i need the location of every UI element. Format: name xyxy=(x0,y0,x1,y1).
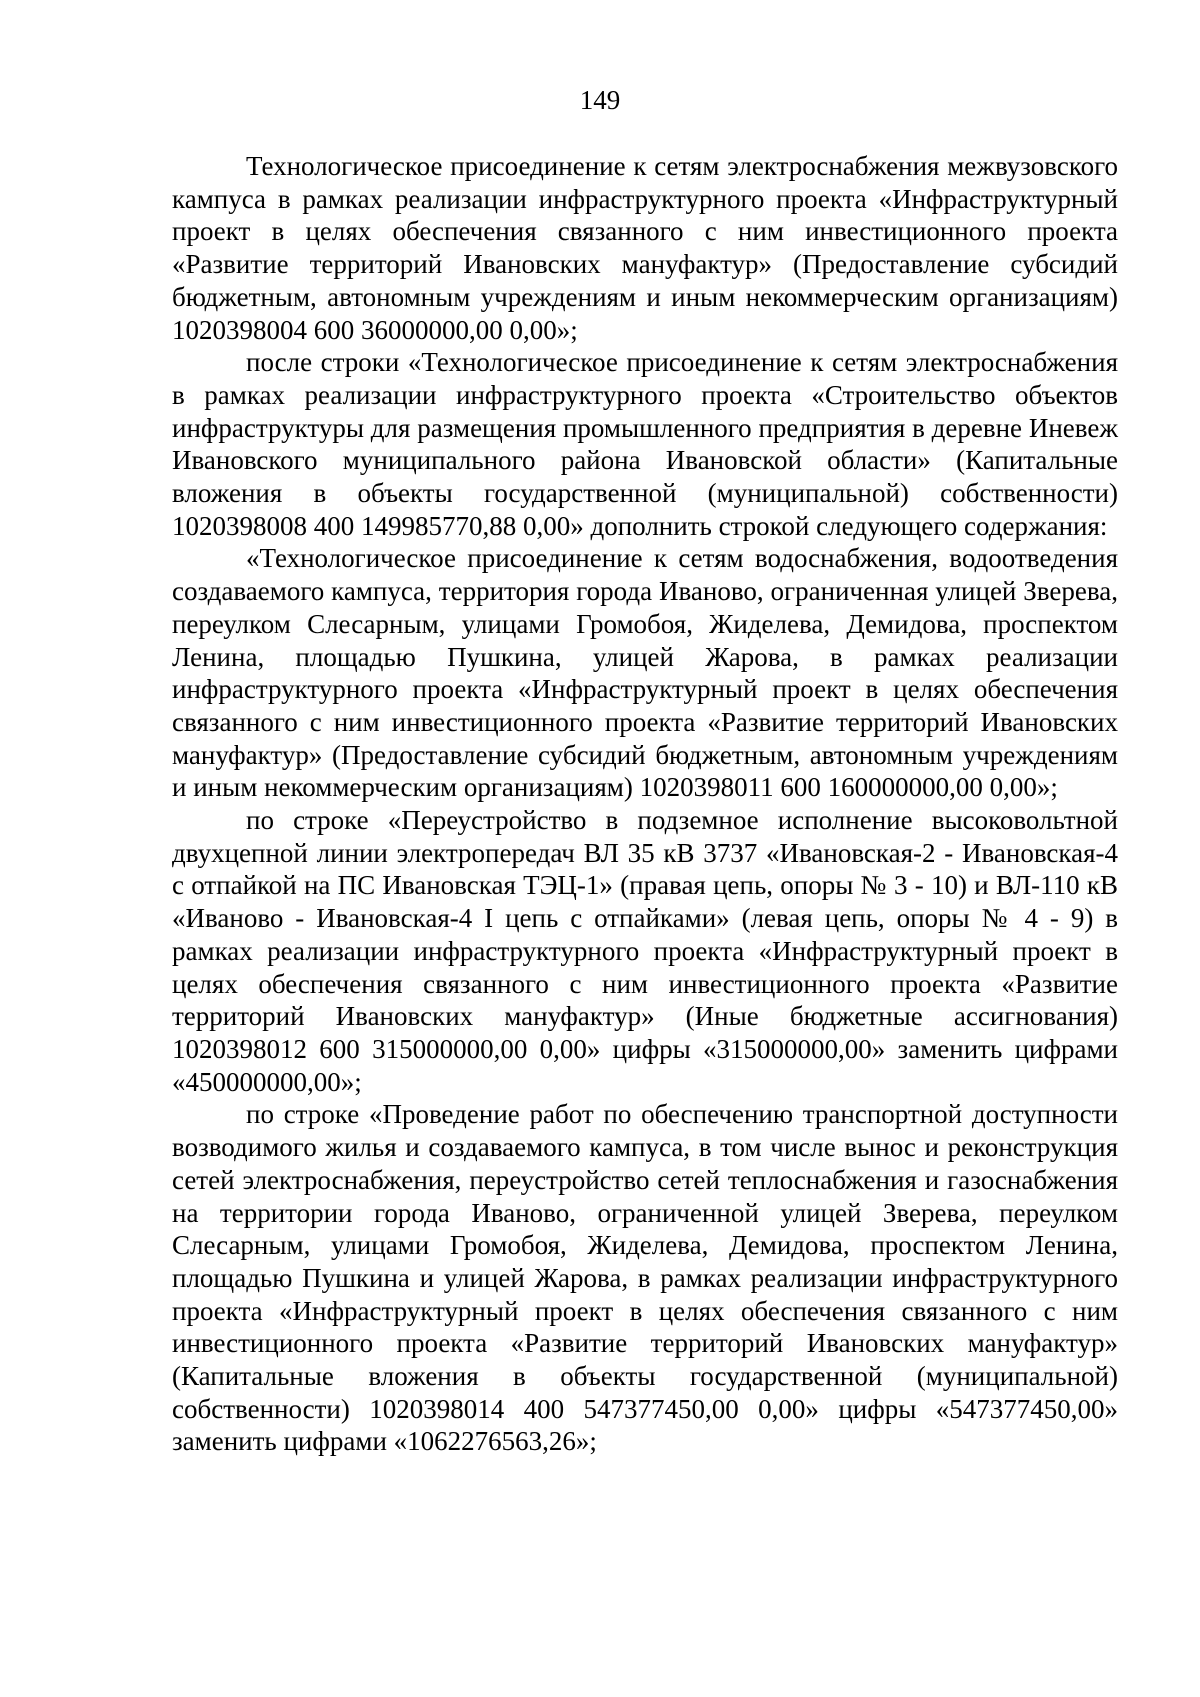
page-number: 149 xyxy=(579,85,621,115)
paragraph-technological-connection-electricity: Технологическое присоединение к сетям электроснабжения межвузовского кампуса в рамках реализации инфраструктурного проекта «Инфраструктурный проект в целях обеспечения связанного с ним инвестиционного проекта «Развитие территорий Ивановских мануфактур» (Предоставление субсидий бюджетным, автономным учреждениям и иным некоммерческим организациям) 1020398004 600 36000000,00 0,00»; xyxy=(172,151,1118,345)
paragraph-new-line-water-supply: «Технологическое присоединение к сетям водоснабжения, водоотведения создаваемого кампуса, территория города Иваново, ограниченная улицей Зверева, переулком Слесарным, улицами Громобоя, Жиделева, Демидова, проспектом Ленина, площадью Пушкина, улицей Жарова, в рамках реализации инфраструктурного проекта «Инфраструктурный проект в целях обеспечения связанного с ним инвестиционного проекта «Развитие территорий Ивановских мануфактур» (Предоставление субсидий бюджетным, автономным учреждениям и иным некоммерческим организациям) 1020398011 600 160000000,00 0,00»; xyxy=(172,543,1118,803)
paragraph-transport-accessibility: по строке «Проведение работ по обеспечению транспортной доступности возводимого жилья и создаваемого кампуса, в том числе вынос и реконструкция сетей электроснабжения, переустройство сетей теплоснабжения и газоснабжения на территории города Иваново, ограниченной улицей Зверева, переулком Слесарным, улицами Громобоя, Жиделева, Демидова, проспектом Ленина, площадью Пушкина и улицей Жарова, в рамках реализации инфраструктурного проекта «Инфраструктурный проект в целях обеспечения связанного с ним инвестиционного проекта «Развитие территорий Ивановских мануфактур» (Капитальные вложения в объекты государственной (муниципальной) собственности) 1020398014 400 547377450,00 0,00» цифры «547377450,00» заменить цифрами «1062276563,26»; xyxy=(172,1099,1118,1457)
paragraph-after-line-instruction: после строки «Технологическое присоединение к сетям электроснабжения в рамках реализации инфраструктурного проекта «Строительство объектов инфраструктуры для размещения промышленного предприятия в деревне Иневеж Ивановского муниципального района Ивановской области» (Капитальные вложения в объекты государственной (муниципальной) собственности) 1020398008 400 149985770,88 0,00» дополнить строкой следующего содержания: xyxy=(172,347,1118,541)
paragraph-power-line-relocation: по строке «Переустройство в подземное исполнение высоковольтной двухцепной линии электропередач ВЛ 35 кВ 3737 «Ивановская-2 - Ивановская-4 с отпайкой на ПС Ивановская ТЭЦ-1» (правая цепь, опоры № 3 - 10) и ВЛ-110 кВ «Иваново - Ивановская-4 I цепь с отпайками» (левая цепь, опоры № 4 - 9) в рамках реализации инфраструктурного проекта «Инфраструктурный проект в целях обеспечения связанного с ним инвестиционного проекта «Развитие территорий Ивановских мануфактур» (Иные бюджетные ассигнования) 1020398012 600 315000000,00 0,00» цифры «315000000,00» заменить цифрами «450000000,00»; xyxy=(172,805,1118,1097)
document-body xyxy=(172,150,1118,1458)
